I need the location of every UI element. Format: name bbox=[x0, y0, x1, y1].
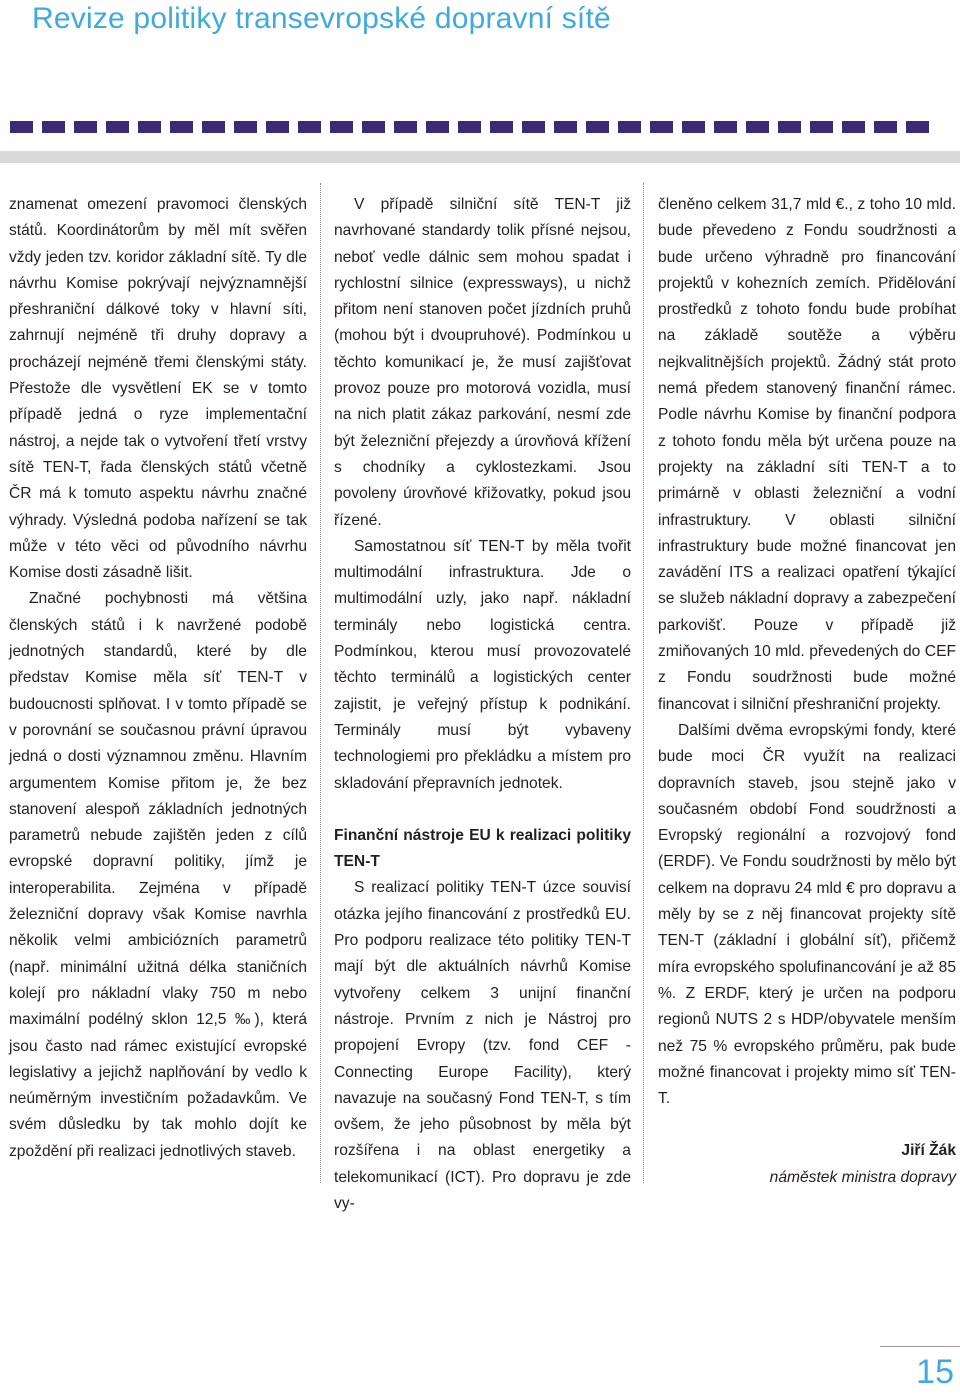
article-column-2 bbox=[334, 192, 631, 1217]
decorative-dash bbox=[650, 121, 673, 133]
decorative-dash bbox=[298, 121, 321, 133]
decorative-dash bbox=[10, 121, 33, 133]
article-column-3 bbox=[658, 192, 956, 1191]
decorative-dash bbox=[682, 121, 705, 133]
decorative-dash-bar bbox=[10, 121, 955, 133]
paragraph: V případě silniční sítě TEN-T již navrhované standardy tolik přísné nejsou, neboť vedle dálnic sem mohou spadat i rychlostní silnice (expressways), u nichž přitom není stanoven počet jízdních pruhů (mohou být i dvoupruhové). Podmínkou u těchto komunikací je, že musí zajišťovat provoz pouze pro motorová vozidla, musí na nich platit zákaz parkování, nesmí zde být železniční přejezdy a úrovňová křížení s chodníky a cyklostezkami. Jsou povoleny úrovňové křižovatky, pokud jsou řízené. bbox=[334, 196, 631, 529]
decorative-dash bbox=[458, 121, 481, 133]
paragraph: S realizací politiky TEN-T úzce souvisí otázka jejího financování z prostředků EU. Pro podporu realizace této politiky TEN-T mají být dle aktuálních návrhů Komise vytvořeny celkem 3 unijní finanční nástroje. Prvním z nich je Nástroj pro propojení Evropy (tzv. fond CEF - Connecting Europe Facility), který navazuje na současný Fond TEN-T, s tím ovšem, že jeho působnost by měla být rozšířena i na oblast energetiky a telekomunikací (ICT). Pro dopravu je zde vy- bbox=[334, 879, 631, 1212]
paragraph: Samostatnou síť TEN-T by měla tvořit multimodální infrastruktura. Jde o multimodální uzly, jako např. nákladní terminály nebo logistická centra. Podmínkou, kterou musí provozovatelé těchto terminálů a logistických center zajistit, je veřejný přístup k podnikání. Terminály musí být vybaveny technologiemi pro překládku a místem pro skladování přepravních jednotek. bbox=[334, 537, 631, 792]
decorative-dash bbox=[842, 121, 865, 133]
decorative-dash bbox=[74, 121, 97, 133]
decorative-dash bbox=[490, 121, 513, 133]
article-column-1 bbox=[9, 192, 307, 1165]
paragraph: znamenat omezení pravomoci členských států. Koordinátorům by měl mít svěřen vždy jeden tzv. koridor základní sítě. Ty dle návrhu Komise pokrývají nejvýznamnější přeshraniční dálkové toky v hlavní síti, zahrnují nejméně tři druhy dopravy a procházejí nejméně třemi členskými státy. Přestože dle vysvětlení EK se v tomto případě jedná o ryze implementační nástroj, a nejde tak o vytvoření třetí vrstvy sítě TEN-T, řada členských států včetně ČR má k tomuto aspektu návrhu značné výhrady. Výsledná podoba nařízení se tak může v této věci od původního návrhu Komise dosti zásadně lišit. bbox=[9, 196, 307, 582]
decorative-dash bbox=[234, 121, 257, 133]
decorative-dash bbox=[714, 121, 737, 133]
column-divider bbox=[643, 183, 644, 1183]
decorative-dash bbox=[42, 121, 65, 133]
decorative-dash bbox=[746, 121, 769, 133]
decorative-dash bbox=[810, 121, 833, 133]
decorative-dash bbox=[906, 121, 929, 133]
decorative-dash bbox=[266, 121, 289, 133]
author-name: Jiří Žák bbox=[901, 1142, 956, 1160]
section-heading: Finanční nástroje EU k realizaci politiky TEN-T bbox=[334, 826, 631, 871]
decorative-dash bbox=[522, 121, 545, 133]
decorative-dash bbox=[874, 121, 897, 133]
decorative-dash bbox=[394, 121, 417, 133]
author-role: náměstek ministra dopravy bbox=[769, 1168, 956, 1186]
decorative-dash bbox=[586, 121, 609, 133]
decorative-dash bbox=[362, 121, 385, 133]
paragraph: členěno celkem 31,7 mld €., z toho 10 mld. bude převedeno z Fondu soudržnosti a bude určeno výhradně pro financování projektů v kohezních zemích. Přidělování prostředků z tohoto fondu bude probíhat na základě soutěže a výběru nejkvalitnějších projektů. Žádný stát proto nemá předem stanovený finanční rámec. Podle návrhu Komise by finanční podpora z tohoto fondu měla být určena pouze na projekty na základní síti TEN-T a to primárně v oblasti železniční a vodní infrastruktury. V oblasti silniční infrastruktury bude možné financovat jen zavádění ITS a realizaci opatření týkající se služeb nákladní dopravy a zabezpečení parkovišť. Pouze v případě již zmiňovaných 10 mld. převedených do CEF z Fondu soudržnosti bude možné financovat i silniční přeshraniční projekty. bbox=[658, 196, 956, 713]
decorative-dash bbox=[106, 121, 129, 133]
decorative-dash bbox=[426, 121, 449, 133]
column-divider bbox=[320, 183, 321, 1183]
footer-rule bbox=[880, 1346, 960, 1347]
decorative-dash bbox=[170, 121, 193, 133]
decorative-dash bbox=[554, 121, 577, 133]
page-title: Revize politiky transevropské dopravní sítě bbox=[32, 2, 611, 35]
decorative-dash bbox=[618, 121, 641, 133]
paragraph: Značné pochybnosti má většina členských států i k navržené podobě jednotných standardů, které by dle představ Komise měla síť TEN-T v budoucnosti splňovat. I v tomto případě se v porovnání se současnou právní úpravou jedná o dosti významnou změnu. Hlavním argumentem Komise přitom je, že bez stanovení alespoň základních jednotných parametrů nebude zajištěn jeden z cílů evropské dopravní politiky, jímž je interoperabilita. Zejména v případě železniční dopravy však Komise navrhla několik velmi ambiciózních parametrů (např. minimální užitná délka staničních kolejí pro nákladní vlaky 750 m nebo maximální podélný sklon 12,5 ‰), která jsou často nad rámec existující evropské legislativy a jejichž naplňování by vedlo k neúměrným investičním požadavkům. Ve svém důsledku by tak mohlo dojít ke zpoždění při realizaci jednotlivých staveb. bbox=[9, 590, 307, 1160]
decorative-dash bbox=[778, 121, 801, 133]
decorative-dash bbox=[138, 121, 161, 133]
page-number: 15 bbox=[916, 1353, 954, 1391]
decorative-dash bbox=[330, 121, 353, 133]
decorative-dash bbox=[202, 121, 225, 133]
paragraph: Dalšími dvěma evropskými fondy, které bude moci ČR využít na realizaci dopravních staveb, jsou stejně jako v současném období Fond soudržnosti a Evropský regionální a rozvojový fond (ERDF). Ve Fondu soudržnosti by mělo být celkem na dopravu 24 mld € pro dopravu a měly by se z něj financovat projekty sítě TEN-T (základní i globální síť), přičemž míra evropského spolufinancování je až 85 %. Z ERDF, který je určen na podporu regionů NUTS 2 s HDP/obyvatele menším než 75 % evropského průměru, pak bude možné financovat i projekty mimo síť TEN-T. bbox=[658, 721, 956, 1108]
header-rule bbox=[0, 151, 960, 163]
